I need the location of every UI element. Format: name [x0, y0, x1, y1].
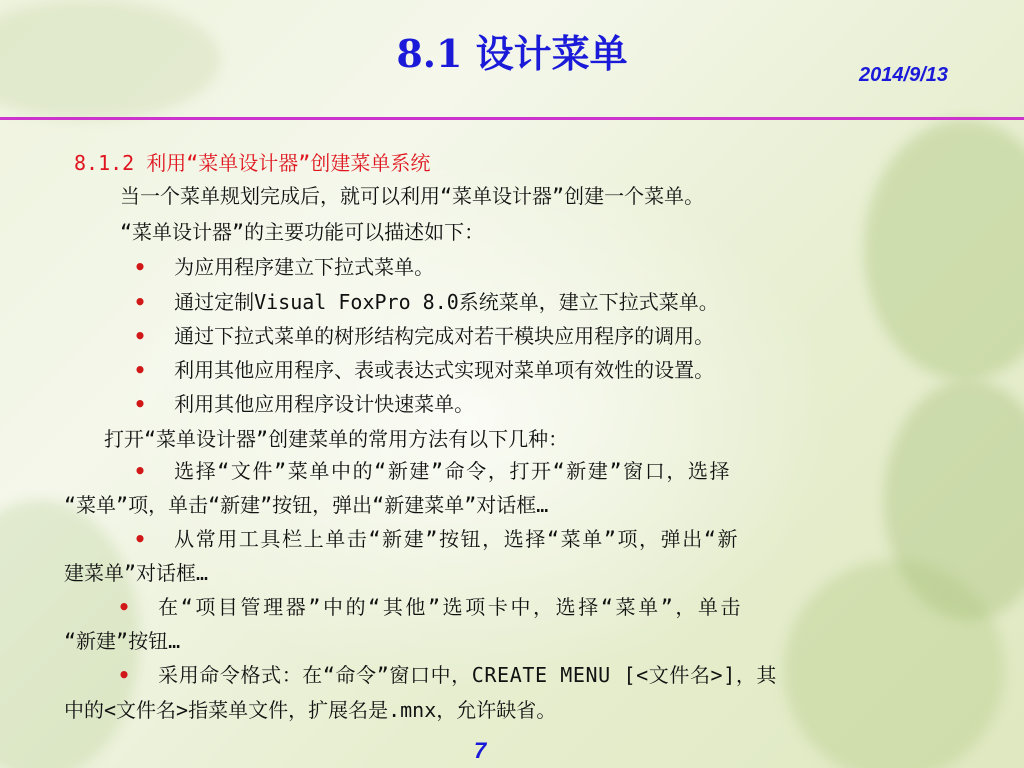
bullet-icon: • [134, 392, 147, 416]
feature-text: 通过定制Visual FoxPro 8.0系统菜单，建立下拉式菜单。 [174, 290, 719, 314]
bullet-icon: • [134, 290, 147, 314]
slide-date: 2014/9/13 [859, 64, 948, 86]
method-item [134, 527, 739, 551]
method-text-continued: 中的<文件名>指菜单文件，扩展名是.mnx，允许缺省。 [64, 698, 557, 722]
bullet-icon: • [134, 527, 147, 551]
feature-item [134, 358, 714, 382]
feature-item [134, 392, 474, 416]
feature-item [134, 324, 714, 348]
method-item [118, 595, 743, 619]
leaf-decoration [784, 560, 1004, 768]
method-text-continued: “菜单”项，单击“新建”按钮，弹出“新建菜单”对话框… [64, 493, 549, 517]
slide-title: 8.1 设计菜单 [396, 31, 628, 76]
methods-intro: 打开“菜单设计器”创建菜单的常用方法有以下几种： [104, 427, 569, 451]
bullet-icon: • [134, 358, 147, 382]
method-text-continued: 建菜单”对话框… [64, 561, 209, 585]
feature-item [134, 290, 719, 314]
feature-text: 利用其他应用程序设计快速菜单。 [174, 392, 475, 416]
method-text-continued: “新建”按钮… [64, 629, 181, 653]
method-text: 选择“文件”菜单中的“新建”命令，打开“新建”窗口，选择 [174, 459, 732, 483]
intro-line: “菜单设计器”的主要功能可以描述如下： [120, 220, 485, 244]
bullet-icon: • [134, 459, 147, 483]
method-text: 在“项目管理器”中的“其他”选项卡中，选择“菜单”，单击 [158, 595, 744, 619]
intro-line: 当一个菜单规划完成后，就可以利用“菜单设计器”创建一个菜单。 [120, 184, 705, 208]
bullet-icon: • [118, 595, 131, 619]
title-divider [0, 117, 1024, 120]
leaf-decoration [864, 120, 1024, 380]
bullet-icon: • [118, 663, 131, 687]
bullet-icon: • [134, 324, 147, 348]
feature-text: 利用其他应用程序、表或表达式实现对菜单项有效性的设置。 [174, 358, 715, 382]
method-text: 从常用工具栏上单击“新建”按钮，选择“菜单”项，弹出“新 [174, 527, 740, 551]
page-number: 7 [474, 738, 487, 763]
method-item [118, 663, 777, 687]
feature-item [134, 255, 434, 279]
method-item [134, 459, 731, 483]
section-heading: 8.1.2 利用“菜单设计器”创建菜单系统 [74, 151, 431, 175]
feature-text: 通过下拉式菜单的树形结构完成对若干模块应用程序的调用。 [174, 324, 715, 348]
feature-text: 为应用程序建立下拉式菜单。 [174, 255, 435, 279]
method-text: 采用命令格式：在“命令”窗口中，CREATE MENU [<文件名>]，其 [158, 663, 778, 687]
bullet-icon: • [134, 255, 147, 279]
